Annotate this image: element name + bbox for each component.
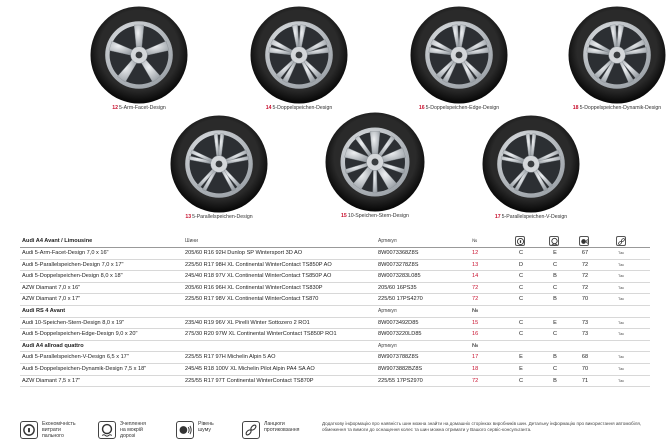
wet-grip-class: C (552, 331, 558, 338)
wheel-ref-number: 14 (472, 273, 479, 280)
table-row (20, 364, 650, 376)
tire-spec: 225/50 R17 98H XL Continental WinterContact TS850P AO (185, 261, 332, 268)
wet-grip-class: B (553, 354, 557, 361)
legend-noise-label: Рівень шуму (198, 421, 214, 434)
wheel-label: 10-Speichen-Stern-Design (347, 213, 409, 219)
footnote: Додаткову інформацію про наявність шин можна знайти на домашніх сторінках виробників шин. Детальну інформацію про використання автомобіля, обмеження та вимоги до оснащення колес та шин можна отримати у Вашого сервіс-консультанта. (322, 421, 642, 432)
article-number: 225/50 17PS4270 (378, 296, 423, 303)
wheel-label: 5-Arm-Facet-Design (119, 105, 166, 111)
fuel-class: C (518, 377, 524, 384)
wheel-name: Audi 5-Arm-Facet-Design 7,0 x 16" (22, 250, 109, 256)
wheel-ref-number: 12 (472, 250, 479, 256)
noise-db: 70 (581, 365, 589, 372)
wheel-label: 5-Parallelspeichen-Design (192, 214, 253, 220)
header-number: № (472, 342, 479, 349)
fuel-class: C (518, 273, 524, 280)
noise-db: 67 (581, 250, 589, 256)
wheel-name: Audi 10-Speichen-Stern-Design 8,0 x 19" (22, 319, 125, 326)
wet-grip-class: C (552, 365, 558, 372)
wheel-ref-number: 72 (472, 296, 479, 303)
chains-allowed: Так (618, 320, 624, 325)
header-article: Артикул (378, 238, 397, 244)
wheel-name: Audi 5-Parallelspeichen-Design 7,0 x 17" (22, 261, 124, 268)
table-row (20, 248, 650, 260)
wheel-number: 16 (418, 105, 425, 111)
wheel-caption (480, 214, 582, 220)
wheel-name: Audi 5-Doppelspeichen-Edge-Design 9,0 x 20" (22, 331, 138, 338)
chains-allowed: Так (618, 297, 624, 302)
wheel-number: 13 (185, 214, 192, 220)
wheel-item (168, 115, 270, 220)
wheel-name: Audi 5-Parallelspeichen-V-Design 6,5 x 17" (22, 354, 129, 361)
article-number: 8W0073278Z8S (378, 261, 419, 268)
article-number: 8W0073492D85 (378, 319, 419, 326)
wheel-label: 5-Doppelspeichen-Design (272, 105, 333, 111)
noise-db: 72 (581, 284, 589, 291)
section-header-row (20, 341, 650, 353)
wheel-item (324, 112, 426, 219)
noise-db: 73 (581, 331, 589, 338)
wheel-ref-number: 15 (472, 319, 479, 326)
chains-allowed: Так (618, 366, 624, 371)
chains-allowed: Так (618, 355, 624, 360)
fuel-class: C (518, 284, 524, 291)
legend-chains-label: Ланцюги протиковзання (264, 421, 300, 434)
noise-db: 72 (581, 273, 589, 280)
wheel-label: 5-Doppelspeichen-Edge-Design (425, 105, 500, 111)
chains-allowed: Так (618, 285, 624, 290)
fuel-class: E (519, 365, 523, 372)
header-number: № (472, 238, 478, 244)
noise-db: 71 (581, 377, 589, 384)
wheel-caption (566, 105, 668, 111)
wheel-ref-number: 72 (472, 284, 479, 291)
header-number: № (472, 307, 479, 314)
tire-spec: 235/40 R19 96V XL Pirelli Winter Sottozero 2 RO1 (185, 319, 310, 326)
wheel-image (482, 115, 580, 213)
snow-chain-icon (616, 236, 626, 246)
wheel-ref-number: 13 (472, 261, 479, 268)
wheel-number: 18 (572, 105, 579, 111)
article-number: 8W0073368Z8S (378, 250, 419, 256)
wheel-item (480, 115, 582, 220)
wheel-item (408, 6, 510, 111)
noise-db: 73 (581, 319, 589, 326)
wheel-name: Audi 5-Doppelspeichen-Design 8,0 x 18" (22, 273, 123, 280)
snow-chain-icon (242, 421, 260, 439)
wet-grip-icon (98, 421, 116, 439)
wheel-caption (88, 105, 190, 111)
chains-allowed: Так (618, 332, 624, 337)
wheel-caption (324, 213, 426, 219)
tire-table (20, 236, 650, 387)
table-row (20, 329, 650, 341)
noise-db: 72 (581, 261, 589, 268)
table-row (20, 283, 650, 295)
wheel-caption (248, 105, 350, 111)
wheel-image (325, 112, 425, 212)
wheel-name: AZW Diamant 7,0 x 16" (22, 284, 81, 291)
wheel-name: AZW Diamant 7,0 x 17" (22, 296, 81, 303)
wheel-ref-number: 16 (472, 331, 479, 338)
wheel-label: 5-Doppelspeichen-Dynamik-Design (579, 105, 662, 111)
wheel-ref-number: 72 (472, 377, 479, 384)
tire-spec: 225/50 R17 98V XL Continental WinterContact TS870 (185, 296, 319, 303)
wet-grip-class: E (553, 319, 557, 326)
section-header-row (20, 306, 650, 318)
wet-grip-class: C (552, 284, 558, 291)
legend (20, 420, 652, 446)
wheel-ref-number: 18 (472, 365, 479, 372)
article-number: 8W9073882BZ8S (378, 365, 423, 372)
tire-spec: 225/55 R17 97H Michelin Alpin 5 AO (185, 354, 276, 361)
table-row (20, 318, 650, 330)
article-number: 8W0073220LD85 (378, 331, 422, 338)
wheel-number: 14 (265, 105, 272, 111)
wheel-item (88, 6, 190, 111)
table-row (20, 352, 650, 364)
wet-grip-class: E (553, 250, 557, 256)
header-article: Артикул (378, 342, 397, 349)
wheel-item (566, 6, 668, 111)
tire-spec: 205/60 R16 92H Dunlop SP Wintersport 3D AO (185, 250, 303, 256)
fuel-efficiency-icon (20, 421, 38, 439)
wheel-ref-number: 17 (472, 354, 479, 361)
wheel-image (250, 6, 348, 104)
wheel-name: Audi 5-Doppelspeichen-Dynamik-Design 7,5 x 18" (22, 365, 147, 372)
noise-db: 68 (581, 354, 589, 361)
wet-grip-class: C (552, 261, 558, 268)
wheel-number: 12 (112, 105, 119, 111)
table-row (20, 376, 650, 388)
article-number: 8W9073788Z8S (378, 354, 419, 361)
noise-level-icon (579, 236, 589, 246)
fuel-class: E (519, 354, 523, 361)
article-number: 8W0073283L085 (378, 273, 421, 280)
chains-allowed: Так (618, 251, 624, 255)
wheel-caption (168, 214, 270, 220)
fuel-class: C (518, 296, 524, 303)
noise-level-icon (176, 421, 194, 439)
wheel-number: 17 (494, 214, 501, 220)
tire-spec: 225/55 R17 97T Continental WinterContact TS870P (185, 377, 314, 384)
tire-spec: 275/30 R20 97W XL Continental WinterContact TS850P RO1 (185, 331, 337, 338)
section-title: Audi A4 allroad quattro (22, 342, 84, 349)
fuel-class: C (518, 250, 524, 256)
wheel-name: AZW Diamant 7,5 x 17" (22, 377, 81, 384)
header-article: Артикул (378, 307, 397, 314)
wheel-image (90, 6, 188, 104)
legend-fuel-label: Економічність витрати пального (42, 421, 76, 440)
wheel-image (410, 6, 508, 104)
wet-grip-class: B (553, 273, 557, 280)
chains-allowed: Так (618, 262, 624, 267)
table-row (20, 260, 650, 272)
chains-allowed: Так (618, 378, 624, 383)
fuel-class: D (518, 261, 524, 268)
table-row (20, 294, 650, 306)
article-number: 225/55 17PS2970 (378, 377, 423, 384)
section-title: Audi RS 4 Avant (22, 307, 66, 314)
article-number: 205/60 16PS35 (378, 284, 417, 291)
fuel-class: C (518, 331, 524, 338)
table-row (20, 271, 650, 283)
wet-grip-class: B (553, 377, 557, 384)
wet-grip-class: B (553, 296, 557, 303)
noise-db: 70 (581, 296, 589, 303)
wet-grip-icon (549, 236, 559, 246)
fuel-class: C (518, 319, 524, 326)
chains-allowed: Так (618, 274, 624, 279)
tire-spec: 205/60 R16 96H XL Continental WinterContact TS830P (185, 284, 323, 291)
header-model: Audi A4 Avant / Limousine (22, 238, 93, 244)
fuel-efficiency-icon (515, 236, 525, 246)
wheel-number: 15 (341, 213, 347, 219)
wheel-item (248, 6, 350, 111)
wheel-label: 5-Parallelspeichen-V-Design (501, 214, 568, 220)
tire-spec: 245/40 R18 97V XL Continental WinterContact TS850P AO (185, 273, 332, 280)
legend-wet-label: Зчеплення на мокрій дорозі (120, 421, 146, 440)
wheel-image (170, 115, 268, 213)
header-tires: Шини (185, 238, 198, 244)
wheel-image (568, 6, 666, 104)
tire-spec: 245/45 R18 100V XL Michelin Pilot Alpin PA4 SA AO (185, 365, 315, 372)
wheel-caption (408, 105, 510, 111)
table-header-row (20, 236, 650, 248)
